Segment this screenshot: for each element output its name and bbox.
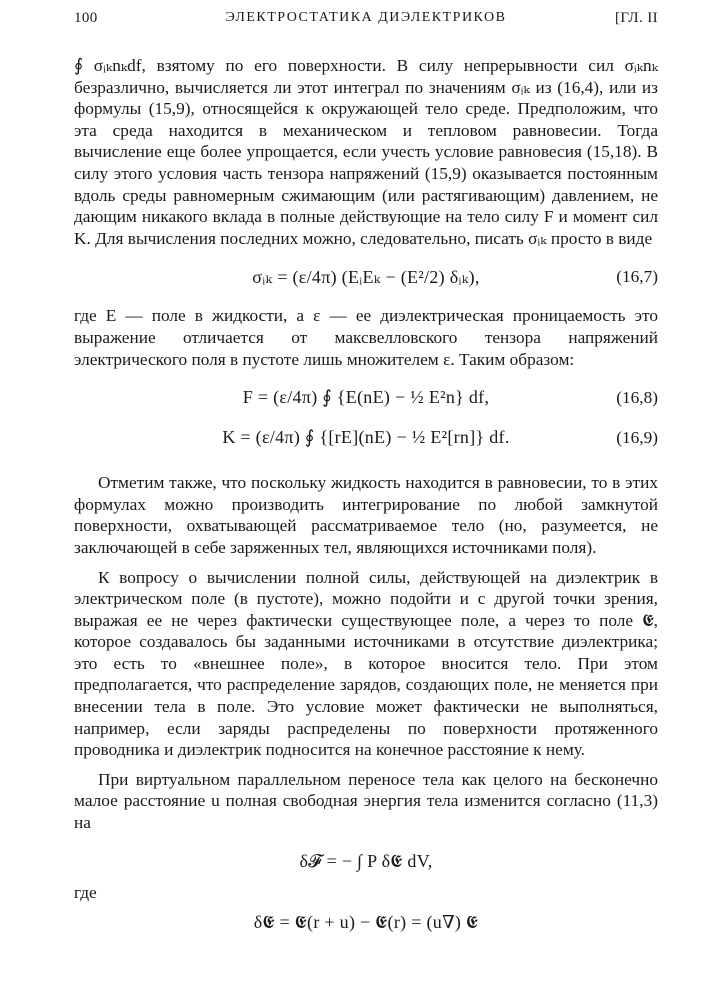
- equation-field-variation: [74, 903, 658, 943]
- page-number: 100: [74, 10, 98, 26]
- equation-number: (16,8): [616, 388, 658, 408]
- chapter-marker: [ГЛ. II: [614, 10, 658, 26]
- running-header: [74, 10, 658, 34]
- equation-16-7: [74, 257, 658, 297]
- equation-16-8: [74, 378, 658, 418]
- equation-number: (16,7): [616, 267, 658, 287]
- paragraph: При виртуальном параллельном переносе тела как целого на бесконечно малое расстояние u полная свободная энергия тела изменится согласно (11,3) на: [74, 769, 658, 833]
- equation-16-9: [74, 418, 658, 458]
- equation-expression: F = (ε/4π) ∮ {E(nE) − ½ E²n} df,: [242, 387, 490, 408]
- paragraph-where: где: [74, 882, 97, 902]
- equation-free-energy: [74, 842, 658, 882]
- equation-expression: δ𝕰 = 𝕰(r + u) − 𝕰(r) = (u∇) 𝕰: [253, 912, 479, 933]
- running-title: ЭЛЕКТРОСТАТИКА ДИЭЛЕКТРИКОВ: [225, 10, 507, 25]
- equation-number: (16,9): [616, 428, 658, 448]
- paragraph: К вопросу о вычислении полной силы, действующей на диэлектрик в электрическом поле (в пустоте), можно подойти и с другой точки зрения, выражая ее не через фактически существующее поле, а через то поле 𝕰, которое создавалось бы заданными источниками в отсутствие диэлектрика; это есть то «внешнее поле», в которое вносится тело. При этом предполагается, что распределение зарядов, создающих поле, не меняется при внесении тела в поле. Это условие может фактически не выполняться, например, если заряды распределены по поверхности протяженного проводника и диэлектрик подносится на конечное расстояние к нему.: [74, 567, 658, 760]
- paragraph-continuation: ∮ σᵢₖnₖdf, взятому по его поверхности. В силу непрерывности сил σᵢₖnₖ безразлично, вычисляется ли этот интеграл по значениям σᵢₖ из (16,4), или из формулы (15,9), относящейся к окружающей тело среде. Предположим, что эта среда находится в механическом и тепловом равновесии. Тогда вычисление еще более упрощается, если учесть условие равновесия (15,18). В силу этого условия часть тензора напряжений (15,9) оказывается постоянным вдоль среды равномерным сжимающим (или растягивающим) давлением, не дающим никакого вклада в полные действующие на тело силу F и момент сил K. Для вычисления последних можно, следовательно, писать σᵢₖ просто в виде: [74, 56, 658, 248]
- equation-expression: K = (ε/4π) ∮ {[rE](nE) − ½ E²[rn]} df.: [222, 427, 510, 448]
- equation-expression: σᵢₖ = (ε/4π) (EᵢEₖ − (E²/2) δᵢₖ),: [252, 266, 480, 287]
- equation-expression: δ𝓕 = − ∫ P δ𝕰 dV,: [299, 850, 433, 871]
- paragraph: Отметим также, что поскольку жидкость находится в равновесии, то в этих формулах можно производить интегрирование по любой замкнутой поверхности, охватывающей рассматриваемое тело (но, разумеется, не заключающей в себе заряженных тел, являющихся источниками поля).: [74, 473, 658, 557]
- page-body: [74, 55, 658, 943]
- paragraph: где E — поле в жидкости, а ε — ее диэлектрическая проницаемость это выражение отличается от максвелловского тензора напряжений электрического поля в пустоте лишь множителем ε. Таким образом:: [74, 306, 658, 369]
